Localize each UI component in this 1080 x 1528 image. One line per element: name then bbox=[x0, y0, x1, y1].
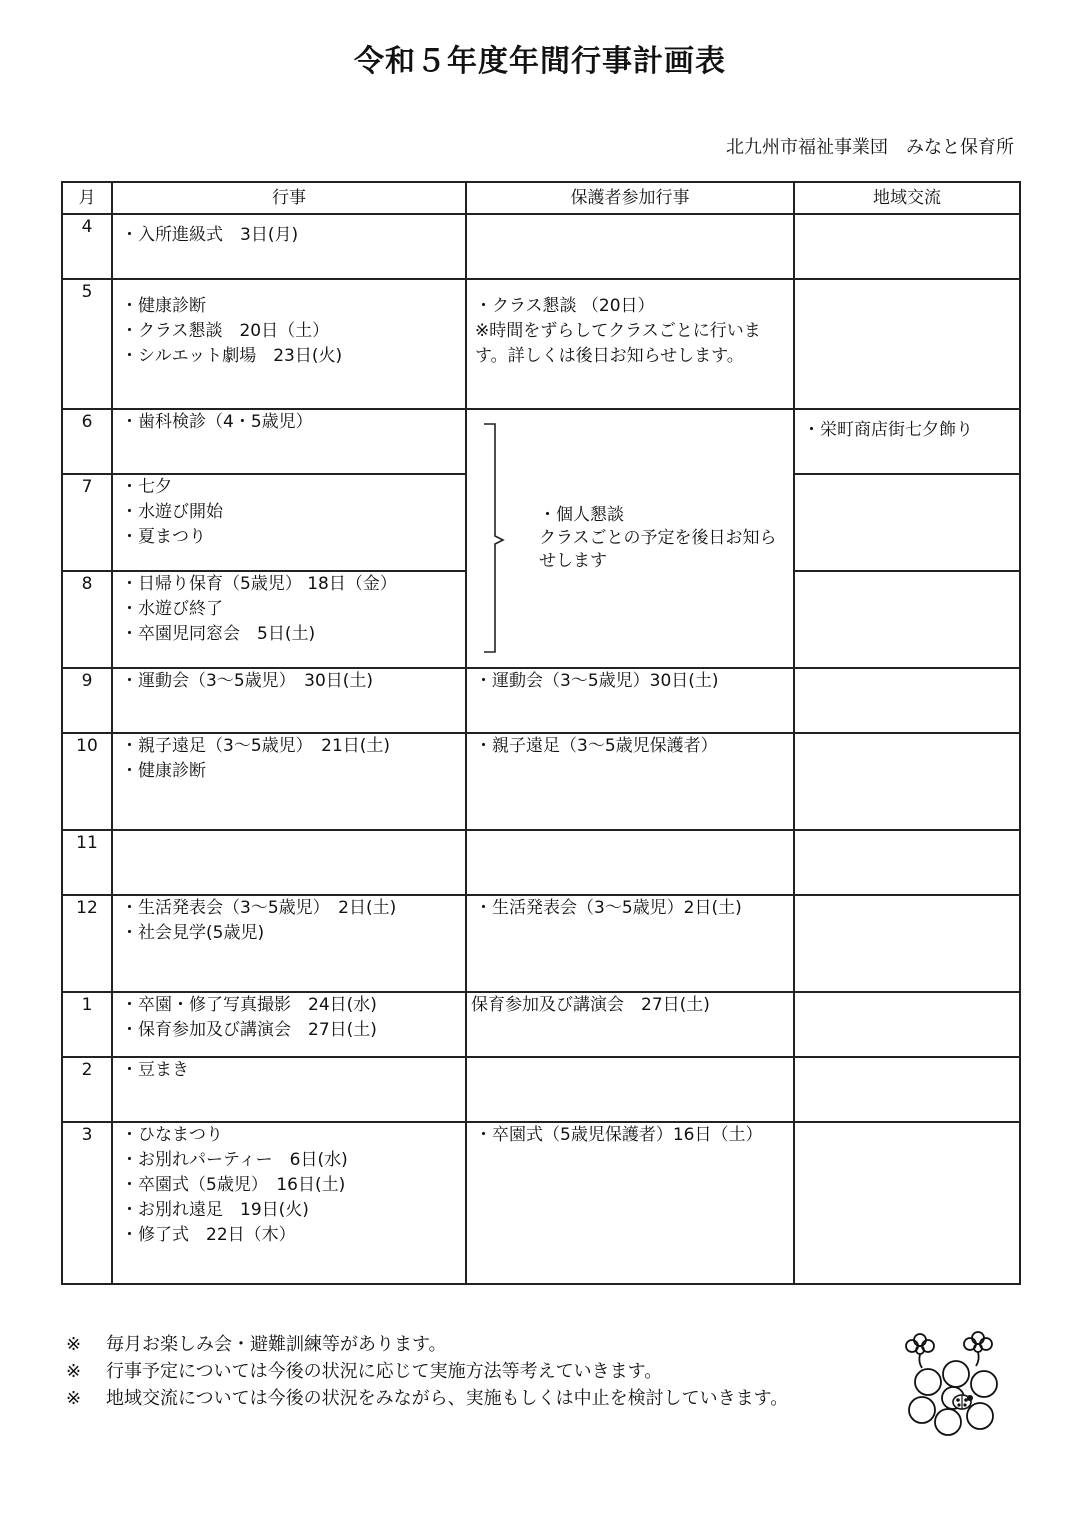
parent-text: ・運動会（3〜5歳児）30日(土) bbox=[475, 671, 719, 691]
events-cell bbox=[112, 895, 466, 992]
note-mark: ※ bbox=[66, 1388, 82, 1409]
community-text bbox=[795, 734, 1019, 742]
month-cell: 5 bbox=[62, 279, 112, 409]
table-row bbox=[62, 895, 1020, 992]
community-text bbox=[795, 475, 1019, 483]
parent-cell bbox=[466, 895, 794, 992]
events-cell bbox=[112, 214, 466, 279]
month-cell: 1 bbox=[62, 992, 112, 1057]
events-cell bbox=[112, 830, 466, 895]
organization-name: 北九州市福祉事業団 みなと保育所 bbox=[726, 137, 1014, 158]
parent-text: ・生活発表会（3〜5歳児）2日(土) bbox=[475, 898, 742, 918]
parent-cell bbox=[466, 668, 794, 733]
events-text: ・日帰り保育（5歳児） 18日（金） ・水遊び終了 ・卒園児同窓会 5日(土) bbox=[121, 574, 397, 644]
month-cell: 12 bbox=[62, 895, 112, 992]
community-text bbox=[795, 1058, 1019, 1066]
events-cell bbox=[112, 279, 466, 409]
community-cell bbox=[794, 830, 1020, 895]
parent-text-merged: ・個人懇談 クラスごとの予定を後日お知らせします bbox=[539, 505, 777, 571]
note-item bbox=[66, 1331, 788, 1358]
table-row bbox=[62, 1057, 1020, 1122]
community-cell bbox=[794, 474, 1020, 571]
month-cell: 2 bbox=[62, 1057, 112, 1122]
events-text: ・卒園・修了写真撮影 24日(水) ・保育参加及び講演会 27日(土) bbox=[121, 995, 377, 1040]
events-text: ・ひなまつり ・お別れパーティー 6日(水) ・卒園式（5歳児） 16日(土) ・お別れ遠足 19日(火) ・修了式 22日（木） bbox=[121, 1125, 348, 1245]
community-cell bbox=[794, 992, 1020, 1057]
events-text: ・七夕 ・水遊び開始 ・夏まつり bbox=[121, 477, 223, 547]
events-text: ・運動会（3〜5歳児） 30日(土) bbox=[121, 671, 374, 691]
table-row bbox=[62, 830, 1020, 895]
community-cell bbox=[794, 1122, 1020, 1284]
flower-ladybug-icon bbox=[898, 1330, 1010, 1442]
table-row bbox=[62, 214, 1020, 279]
events-cell bbox=[112, 668, 466, 733]
notes-section bbox=[66, 1331, 788, 1412]
bracket-icon bbox=[479, 422, 509, 654]
community-text bbox=[795, 831, 1019, 839]
events-cell bbox=[112, 992, 466, 1057]
community-cell bbox=[794, 279, 1020, 409]
community-cell bbox=[794, 733, 1020, 830]
table-row bbox=[62, 733, 1020, 830]
note-mark: ※ bbox=[66, 1361, 82, 1382]
header-month: 月 bbox=[62, 182, 112, 214]
parent-cell-merged bbox=[466, 409, 794, 668]
page-title: 令和５年度年間行事計画表 bbox=[354, 44, 726, 79]
community-cell bbox=[794, 409, 1020, 474]
note-item bbox=[66, 1385, 788, 1412]
community-text bbox=[795, 1123, 1019, 1131]
community-text bbox=[795, 993, 1019, 1001]
note-text: 毎月お楽しみ会・避難訓練等があります。 bbox=[106, 1334, 447, 1355]
community-text bbox=[795, 280, 1019, 288]
parent-text: ・クラス懇談 （20日） ※時間をずらしてクラスごとに行います。詳しくは後日お知らせします。 bbox=[475, 296, 761, 366]
note-mark: ※ bbox=[66, 1334, 82, 1355]
month-cell: 6 bbox=[62, 409, 112, 474]
events-text: ・歯科検診（4・5歳児） bbox=[121, 412, 313, 432]
events-cell bbox=[112, 733, 466, 830]
parent-text bbox=[467, 831, 793, 839]
events-cell bbox=[112, 474, 466, 571]
table-row bbox=[62, 279, 1020, 409]
table-row bbox=[62, 992, 1020, 1057]
community-text bbox=[795, 669, 1019, 677]
note-item bbox=[66, 1358, 788, 1385]
events-text: ・生活発表会（3〜5歳児） 2日(土) ・社会見学(5歳児) bbox=[121, 898, 397, 943]
community-cell bbox=[794, 895, 1020, 992]
table-header-row bbox=[62, 182, 1020, 214]
header-events: 行事 bbox=[112, 182, 466, 214]
month-cell: 7 bbox=[62, 474, 112, 571]
table-row bbox=[62, 668, 1020, 733]
table-row bbox=[62, 1122, 1020, 1284]
community-cell bbox=[794, 1057, 1020, 1122]
events-text: ・豆まき bbox=[121, 1060, 189, 1080]
community-cell bbox=[794, 214, 1020, 279]
month-cell: 9 bbox=[62, 668, 112, 733]
events-cell bbox=[112, 1122, 466, 1284]
events-text: ・入所進級式 3日(月) bbox=[121, 225, 299, 245]
events-cell bbox=[112, 571, 466, 668]
parent-text: ・卒園式（5歳児保護者）16日（土） bbox=[475, 1125, 763, 1145]
parent-cell bbox=[466, 279, 794, 409]
parent-cell bbox=[466, 733, 794, 830]
month-cell: 3 bbox=[62, 1122, 112, 1284]
events-text: ・親子遠足（3〜5歳児） 21日(土) ・健康診断 bbox=[121, 736, 391, 781]
events-text: ・健康診断 ・クラス懇談 20日（土） ・シルエット劇場 23日(火) bbox=[121, 296, 343, 366]
community-text: ・栄町商店街七夕飾り bbox=[803, 420, 973, 440]
parent-text bbox=[467, 215, 793, 223]
header-community: 地域交流 bbox=[794, 182, 1020, 214]
month-cell: 4 bbox=[62, 214, 112, 279]
community-text bbox=[795, 572, 1019, 580]
events-cell bbox=[112, 409, 466, 474]
parent-cell bbox=[466, 830, 794, 895]
community-cell bbox=[794, 668, 1020, 733]
month-cell: 8 bbox=[62, 571, 112, 668]
table-row bbox=[62, 409, 1020, 474]
parent-text bbox=[467, 1058, 793, 1066]
events-cell bbox=[112, 1057, 466, 1122]
month-cell: 11 bbox=[62, 830, 112, 895]
header-parent-events: 保護者参加行事 bbox=[466, 182, 794, 214]
parent-text: ・親子遠足（3〜5歳児保護者） bbox=[475, 736, 718, 756]
month-cell: 10 bbox=[62, 733, 112, 830]
parent-cell bbox=[466, 1122, 794, 1284]
community-cell bbox=[794, 571, 1020, 668]
events-text bbox=[113, 831, 465, 839]
parent-cell bbox=[466, 214, 794, 279]
note-text: 地域交流については今後の状況をみながら、実施もしくは中止を検討していきます。 bbox=[106, 1388, 789, 1409]
note-text: 行事予定については今後の状況に応じて実施方法等考えていきます。 bbox=[106, 1361, 663, 1382]
event-plan-table bbox=[61, 181, 1021, 1285]
community-text bbox=[795, 215, 1019, 223]
parent-text: 保育参加及び講演会 27日(土) bbox=[471, 995, 710, 1015]
parent-cell bbox=[466, 1057, 794, 1122]
community-text bbox=[795, 896, 1019, 904]
parent-cell bbox=[466, 992, 794, 1057]
